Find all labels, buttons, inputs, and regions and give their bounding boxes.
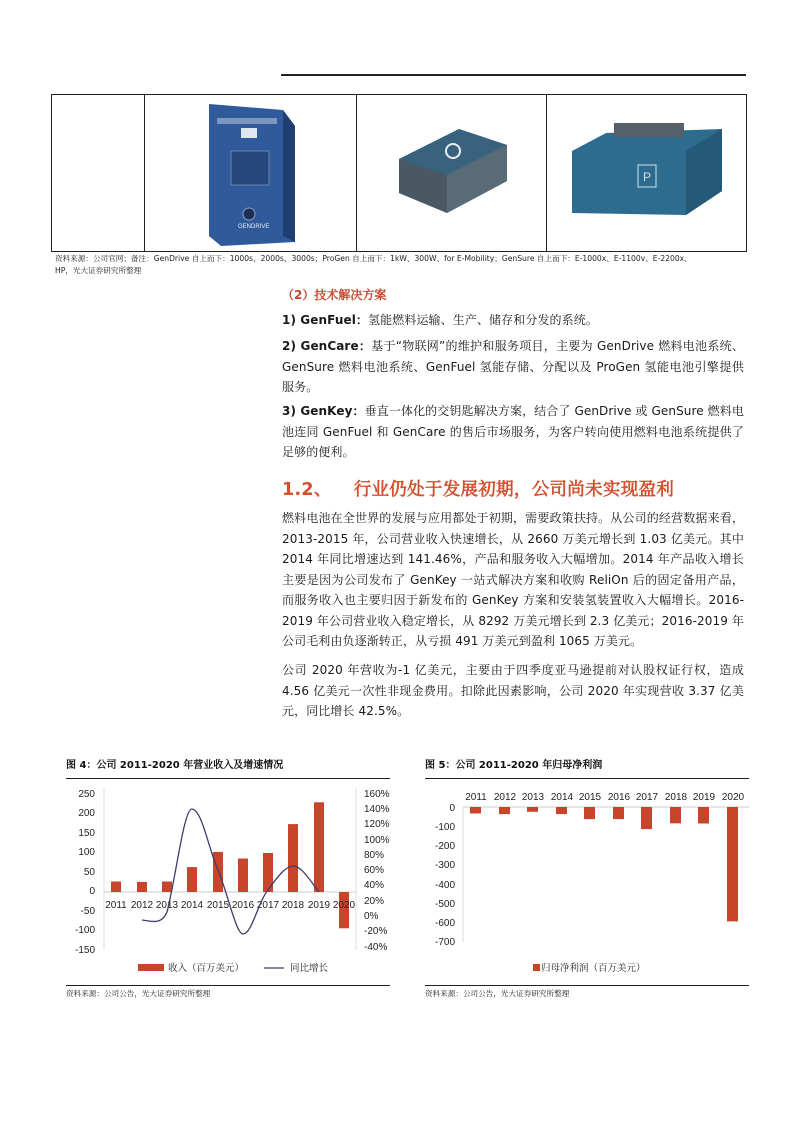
net-profit-bars — [470, 807, 738, 921]
svg-text:2014: 2014 — [550, 792, 574, 803]
left-y-axis-ticks — [75, 789, 95, 956]
svg-text:2013: 2013 — [155, 900, 179, 911]
svg-text:-400: -400 — [434, 880, 455, 891]
svg-text:-40%: -40% — [364, 942, 388, 953]
figure-5-top-rule — [425, 778, 749, 779]
section-number: 1.2、 — [282, 480, 332, 500]
figure-4-title: 图 4：公司 2011-2020 年营业收入及增速情况 — [66, 760, 284, 771]
solutions-heading: （2）技术解决方案 — [282, 288, 387, 302]
svg-text:2011: 2011 — [465, 792, 487, 803]
solution-item-genkey — [282, 401, 744, 463]
svg-text:50: 50 — [83, 867, 95, 878]
svg-text:-150: -150 — [74, 945, 95, 956]
solutions-section — [282, 286, 744, 303]
svg-text:2012: 2012 — [493, 792, 517, 803]
svg-text:2016: 2016 — [231, 900, 255, 911]
solution-item-gencare — [282, 336, 744, 398]
product-image-table — [51, 94, 747, 252]
svg-text:0: 0 — [89, 886, 95, 897]
svg-text:120%: 120% — [364, 819, 390, 830]
paragraph-text: 燃料电池在全世界的发展与应用都处于初期，需要政策扶持。从公司的经营数据来看，2013-2015 年，公司营业收入快速增长，从 2660 万美元增长到 1.03 亿美元。其中 2014 年同比增速达到 141.46%，产品和服务收入大幅增加。2014 年产品收入增长主要是因为公司发布了 GenKey 一站式解决方案和收购 ReliOn 后的固定备用产品，而服务收入也主要归因于新发布的 GenKey 方案和安装氢装置收入大幅增长。2016-2019 年公司营业收入稳定增长，从 8292 万美元增长到 2.3 亿美元；2016-2019 年公司毛利由负逐渐转正，从亏损 491 万美元到盈利 1065 万美元。 — [282, 511, 744, 648]
gensure-image-cell — [546, 95, 746, 252]
figure-5-chart — [425, 782, 755, 982]
solution-label: 1) GenFuel： — [282, 313, 369, 327]
svg-text:2020: 2020 — [721, 792, 745, 803]
svg-text:40%: 40% — [364, 880, 385, 891]
svg-text:200: 200 — [78, 808, 95, 819]
svg-text:2013: 2013 — [521, 792, 545, 803]
header-rule — [281, 74, 746, 76]
svg-text:2012: 2012 — [130, 900, 154, 911]
paragraph-text: 公司 2020 年营收为-1 亿美元，主要由于四季度亚马逊提前对认股权证行权，造成 4.56 亿美元一次性非现金费用。扣除此因素影响，公司 2020 年实现营收 3.37 亿美元，同比增长 42.5%。 — [282, 663, 744, 718]
solution-text: 基于“物联网”的维护和服务项目，主要为 GenDrive 燃料电池系统、GenSure 燃料电池系统、GenFuel 氢能存储、分配以及 ProGen 氢能电池引擎提供服务。 — [282, 339, 744, 394]
figure-4-bottom-rule — [66, 985, 390, 986]
section-title: 行业仍处于发展初期，公司尚未实现盈利 — [353, 480, 675, 500]
solution-text: 氢能燃料运输、生产、储存和分发的系统。 — [368, 313, 598, 327]
solution-item-genfuel — [282, 310, 744, 331]
svg-text:2014: 2014 — [180, 900, 204, 911]
svg-text:2020: 2020 — [332, 900, 356, 911]
svg-text:100%: 100% — [364, 835, 390, 846]
svg-text:-700: -700 — [434, 937, 455, 948]
legend-bar-swatch — [138, 964, 164, 971]
svg-text:2018: 2018 — [281, 900, 305, 911]
svg-text:80%: 80% — [364, 850, 385, 861]
source-note-line1: 资料来源：公司官网；备注：GenDrive 自上而下：1000s、2000s、3000s；ProGen 自上而下：1kW、300W、for E-Mobility；GenSure 自上而下：E-1000x、E-1100v、E-2200x、 — [55, 254, 692, 263]
svg-text:2015: 2015 — [206, 900, 230, 911]
right-y-axis-ticks — [364, 789, 390, 953]
legend-bar-swatch — [533, 964, 540, 971]
svg-text:60%: 60% — [364, 865, 385, 876]
svg-text:-200: -200 — [434, 841, 455, 852]
figure-5-source: 资料来源：公司公告，光大证券研究所整理 — [425, 989, 570, 998]
svg-text:2017: 2017 — [635, 792, 659, 803]
svg-text:2011: 2011 — [105, 900, 127, 911]
section-paragraph-1 — [282, 508, 744, 652]
figure-4-source: 资料来源：公司公告，光大证券研究所整理 — [66, 989, 211, 998]
section-heading — [282, 476, 744, 501]
svg-text:2019: 2019 — [692, 792, 716, 803]
figure-4-chart — [66, 782, 396, 982]
svg-text:-100: -100 — [434, 822, 455, 833]
svg-text:-100: -100 — [74, 925, 95, 936]
svg-text:-500: -500 — [434, 899, 455, 910]
figure-5-title: 图 5：公司 2011-2020 年归母净利润 — [425, 760, 603, 771]
svg-text:P: P — [643, 170, 652, 184]
gendrive-product-image — [191, 96, 311, 246]
svg-text:0: 0 — [449, 803, 455, 814]
legend-bar-label: 收入（百万美元） — [168, 963, 245, 974]
svg-text:20%: 20% — [364, 896, 385, 907]
svg-text:160%: 160% — [364, 789, 390, 800]
source-note-line2: HP，光大证券研究所整理 — [55, 266, 142, 275]
legend-bar-label: 归母净利润（百万美元） — [541, 963, 646, 974]
y-axis-ticks — [435, 803, 455, 948]
figure-5-bottom-rule — [425, 985, 749, 986]
gensure-product-image — [566, 121, 726, 221]
svg-text:2016: 2016 — [607, 792, 631, 803]
svg-text:2019: 2019 — [307, 900, 331, 911]
svg-text:GENDRIVE: GENDRIVE — [237, 224, 269, 230]
empty-cell — [52, 95, 145, 252]
svg-text:100: 100 — [78, 847, 95, 858]
svg-text:150: 150 — [78, 828, 95, 839]
svg-text:2018: 2018 — [664, 792, 688, 803]
solution-text: 垂直一体化的交钥匙解决方案，结合了 GenDrive 或 GenSure 燃料电池连同 GenFuel 和 GenCare 的售后市场服务，为客户转向使用燃料电池系统提供了足够的便利。 — [282, 404, 744, 459]
solution-label: 3) GenKey： — [282, 404, 365, 418]
svg-text:2015: 2015 — [578, 792, 602, 803]
section-paragraph-2 — [282, 660, 744, 722]
table-source-note — [55, 253, 750, 277]
progen-product-image — [391, 121, 511, 221]
svg-text:-50: -50 — [80, 906, 95, 917]
svg-text:-20%: -20% — [364, 926, 388, 937]
svg-text:0%: 0% — [364, 911, 379, 922]
legend-line-label: 同比增长 — [290, 963, 329, 974]
svg-text:-600: -600 — [434, 918, 455, 929]
solution-label: 2) GenCare： — [282, 339, 372, 353]
figure-4-top-rule — [66, 778, 390, 779]
progen-image-cell — [356, 95, 546, 252]
svg-text:140%: 140% — [364, 804, 390, 815]
x-axis-labels — [465, 792, 744, 803]
svg-text:2017: 2017 — [256, 900, 280, 911]
gendrive-image-cell — [145, 95, 356, 252]
svg-text:-300: -300 — [434, 860, 455, 871]
svg-text:250: 250 — [78, 789, 95, 800]
